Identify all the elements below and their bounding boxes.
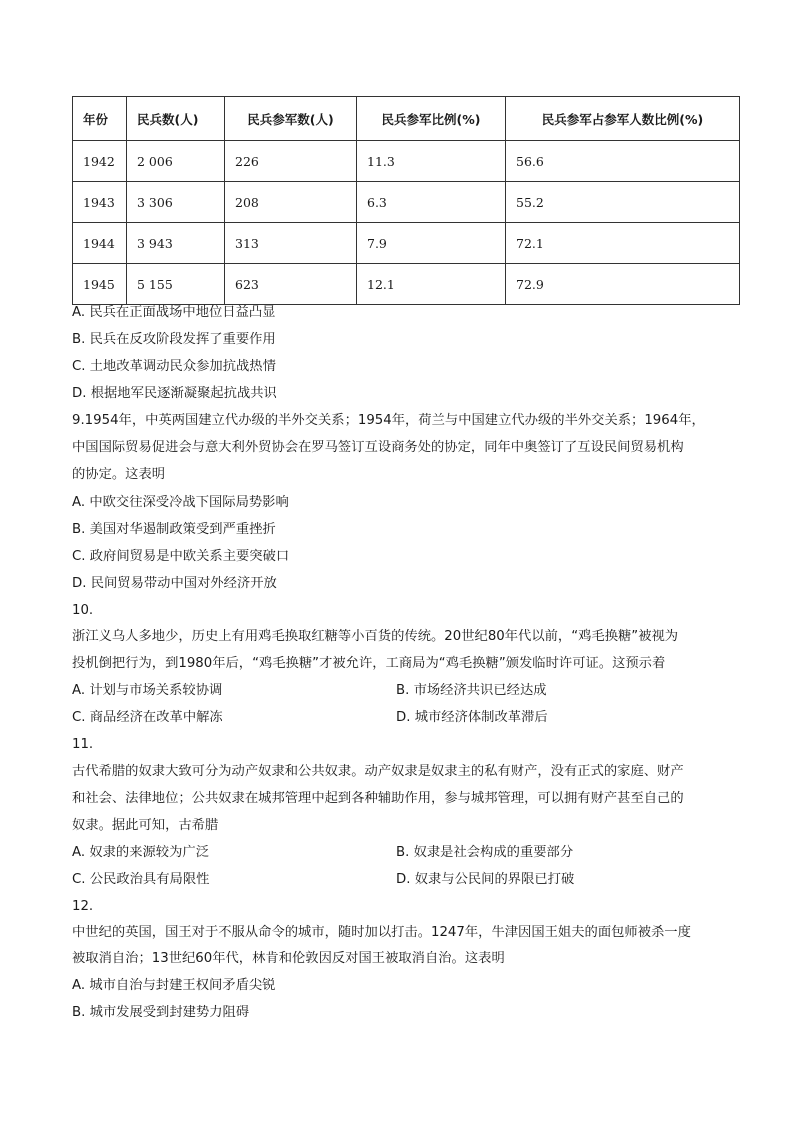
q10-option-a: A. 计划与市场关系较协调 bbox=[72, 683, 223, 698]
header-share-ratio: 民兵参军占参军人数比例(%) bbox=[506, 97, 740, 141]
q10-number: 10. bbox=[72, 603, 94, 618]
q9-stem-line-3: 的协定。这表明 bbox=[72, 467, 166, 482]
table-cell: 72.9 bbox=[506, 264, 740, 305]
q12-option-b: B. 城市发展受到封建势力阻碍 bbox=[72, 1005, 250, 1020]
header-enlist-ratio: 民兵参军比例(%) bbox=[357, 97, 506, 141]
table-row bbox=[73, 264, 740, 305]
table-cell: 56.6 bbox=[506, 141, 740, 182]
q11-stem-line-1: 古代希腊的奴隶大致可分为动产奴隶和公共奴隶。动产奴隶是奴隶主的私有财产，没有正式的家庭、财产 bbox=[72, 764, 684, 779]
table-cell: 1945 bbox=[73, 264, 127, 305]
q9-option-b: B. 美国对华遏制政策受到严重挫折 bbox=[72, 522, 276, 537]
header-year: 年份 bbox=[73, 97, 127, 141]
q9-option-d: D. 民间贸易带动中国对外经济开放 bbox=[72, 576, 277, 591]
q9-stem-line-1: 9.1954年，中英两国建立代办级的半外交关系；1954年，荷兰与中国建立代办级的半外交关系；1964年， bbox=[72, 413, 705, 428]
table-cell: 5 155 bbox=[127, 264, 225, 305]
q12-stem-line-1: 中世纪的英国，国王对于不服从命令的城市，随时加以打击。1247年，牛津因国王姐夫的面包师被杀一度 bbox=[72, 925, 691, 940]
q8-option-a: A. 民兵在正面战场中地位日益凸显 bbox=[72, 305, 276, 320]
table-cell: 7.9 bbox=[357, 223, 506, 264]
table-cell: 3 943 bbox=[127, 223, 225, 264]
q10-stem-line-2: 投机倒把行为，到1980年后，“鸡毛换糖”才被允许，工商局为“鸡毛换糖”颁发临时许可证。这预示着 bbox=[72, 656, 666, 671]
q11-stem-line-2: 和社会、法律地位；公共奴隶在城邦管理中起到各种辅助作用，参与城邦管理，可以拥有财产甚至自己的 bbox=[72, 791, 684, 806]
table-cell: 1943 bbox=[73, 182, 127, 223]
q9-option-c: C. 政府间贸易是中欧关系主要突破口 bbox=[72, 549, 290, 564]
q8-option-d: D. 根据地军民逐渐凝聚起抗战共识 bbox=[72, 386, 277, 401]
table-cell: 226 bbox=[225, 141, 357, 182]
table-cell: 1942 bbox=[73, 141, 127, 182]
militia-data-table bbox=[72, 96, 740, 305]
q11-option-b: B. 奴隶是社会构成的重要部分 bbox=[396, 845, 574, 860]
q12-option-a: A. 城市自治与封建王权间矛盾尖锐 bbox=[72, 978, 276, 993]
q10-option-d: D. 城市经济体制改革滞后 bbox=[396, 710, 548, 725]
q10-option-b: B. 市场经济共识已经达成 bbox=[396, 683, 547, 698]
table-cell: 12.1 bbox=[357, 264, 506, 305]
table-row bbox=[73, 223, 740, 264]
table-row bbox=[73, 182, 740, 223]
table-cell: 208 bbox=[225, 182, 357, 223]
table-cell: 6.3 bbox=[357, 182, 506, 223]
table-cell: 623 bbox=[225, 264, 357, 305]
q8-option-b: B. 民兵在反攻阶段发挥了重要作用 bbox=[72, 332, 276, 347]
table-cell: 55.2 bbox=[506, 182, 740, 223]
q12-number: 12. bbox=[72, 899, 94, 914]
table-header-row bbox=[73, 97, 740, 141]
q11-number: 11. bbox=[72, 737, 94, 752]
header-enlisted-count: 民兵参军数(人) bbox=[225, 97, 357, 141]
table-cell: 72.1 bbox=[506, 223, 740, 264]
q10-option-c: C. 商品经济在改革中解冻 bbox=[72, 710, 223, 725]
q9-stem-line-2: 中国国际贸易促进会与意大利外贸协会在罗马签订互设商务处的协定，同年中奥签订了互设民间贸易机构 bbox=[72, 440, 684, 455]
table-cell: 1944 bbox=[73, 223, 127, 264]
table-cell: 313 bbox=[225, 223, 357, 264]
q12-stem-line-2: 被取消自治；13世纪60年代，林肯和伦敦因反对国王被取消自治。这表明 bbox=[72, 951, 505, 966]
q11-option-a: A. 奴隶的来源较为广泛 bbox=[72, 845, 209, 860]
table-cell: 11.3 bbox=[357, 141, 506, 182]
q11-option-d: D. 奴隶与公民间的界限已打破 bbox=[396, 872, 575, 887]
table-cell: 2 006 bbox=[127, 141, 225, 182]
q9-option-a: A. 中欧交往深受冷战下国际局势影响 bbox=[72, 495, 289, 510]
q8-option-c: C. 土地改革调动民众参加抗战热情 bbox=[72, 359, 276, 374]
q11-stem-line-3: 奴隶。据此可知，古希腊 bbox=[72, 818, 219, 833]
table-cell: 3 306 bbox=[127, 182, 225, 223]
q10-stem-line-1: 浙江义乌人多地少，历史上有用鸡毛换取红糖等小百货的传统。20世纪80年代以前，“鸡毛换糖”被视为 bbox=[72, 629, 679, 644]
header-militia-count: 民兵数(人) bbox=[127, 97, 225, 141]
table-row bbox=[73, 141, 740, 182]
q11-option-c: C. 公民政治具有局限性 bbox=[72, 872, 210, 887]
